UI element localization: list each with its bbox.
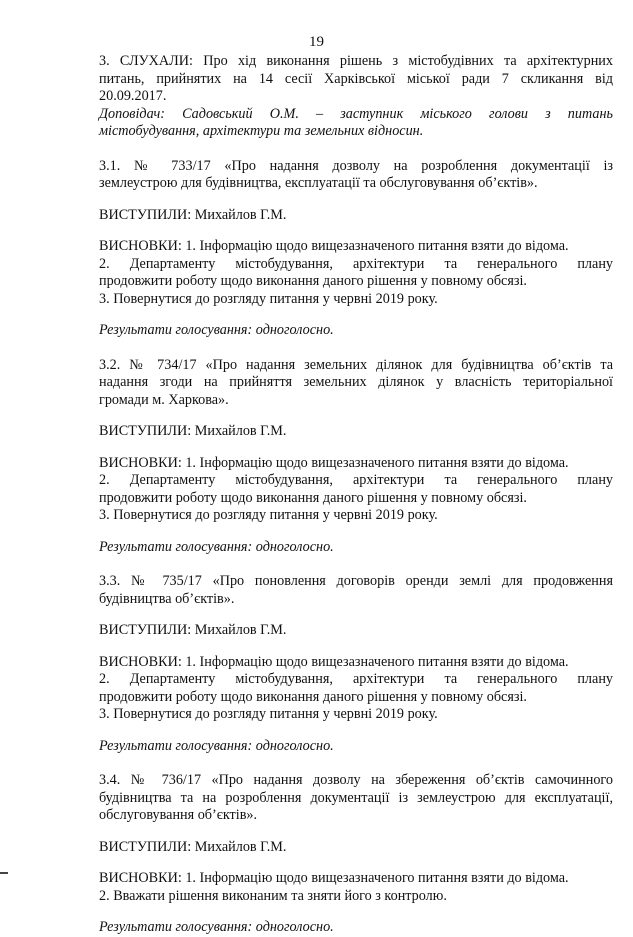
item-title-line-1: 3.4. № 736/17 «Про надання дозволу на збереження об’єктів самочинного [99, 772, 613, 788]
item-conclusions [99, 654, 613, 724]
conclusion-line-1: ВИСНОВКИ: 1. Інформацію щодо вищезазначеного питання взяти до відома. [99, 454, 569, 471]
agenda-item-3-3 [99, 573, 613, 608]
agenda-item-3-1 [99, 158, 613, 193]
conclusion-line-1: ВИСНОВКИ: 1. Інформацію щодо вищезазначеного питання взяти до відома. [99, 870, 569, 886]
page-number: 19 [309, 34, 324, 50]
item-spoke: ВИСТУПИЛИ: Михайлов Г.М. [99, 838, 287, 855]
item-title-line-1: 3.2. № 734/17 «Про надання земельних ділянок для будівництва об’єктів та [99, 356, 613, 373]
vote-result: Результати голосування: одноголосно. [99, 737, 334, 754]
item-title-line-3: обслуговування об’єктів». [99, 807, 258, 823]
item-conclusions [99, 455, 613, 525]
conclusion-line-2: 2. Вважати рішення виконаним та зняти його з контролю. [99, 887, 447, 904]
conclusion-line-4: 3. Повернутися до розгляду питання у червні 2019 року. [99, 507, 438, 523]
conclusion-line-1: ВИСНОВКИ: 1. Інформацію щодо вищезазначеного питання взяти до відома. [99, 238, 569, 254]
item-conclusions [99, 238, 613, 308]
item-title-line-2: землеустрою для будівництва, експлуатації та обслуговування об’єктів». [99, 175, 538, 191]
vote-result: Результати голосування: одноголосно. [99, 919, 334, 935]
agenda-item-3-2 [99, 357, 613, 410]
item-spoke: ВИСТУПИЛИ: Михайлов Г.М. [99, 423, 287, 439]
conclusion-line-2: 2. Департаменту містобудування, архітектури та генерального плану [99, 671, 613, 687]
speaker-line-2: містобудування, архітектури та земельних відносин. [99, 123, 424, 139]
conclusion-line-1: ВИСНОВКИ: 1. Інформацію щодо вищезазначеного питання взяти до відома. [99, 653, 569, 670]
heard-line-1: 3. СЛУХАЛИ: Про хід виконання рішень з містобудівних та архітектурних [99, 53, 613, 69]
speaker-line-1: Доповідач: Садовський О.М. – заступник міського голови з питань [99, 105, 613, 122]
vote-result: Результати голосування: одноголосно. [99, 538, 334, 555]
conclusion-line-2: 2. Департаменту містобудування, архітектури та генерального плану [99, 255, 613, 272]
agenda-item-3-4 [99, 772, 613, 825]
conclusion-line-4: 3. Повернутися до розгляду питання у червні 2019 року. [99, 706, 438, 722]
conclusion-line-4: 3. Повернутися до розгляду питання у червні 2019 року. [99, 290, 438, 307]
conclusion-line-3: продовжити роботу щодо виконання даного рішення у повному обсязі. [99, 688, 527, 705]
item-title-line-1: 3.1. № 733/17 «Про надання дозволу на розроблення документації із [99, 157, 613, 174]
document-body [99, 53, 613, 937]
heard-line-2: питань, прийнятих на 14 сесії Харківської міської ради 7 скликання від [99, 70, 613, 87]
conclusion-line-3: продовжити роботу щодо виконання даного рішення у повному обсязі. [99, 489, 527, 506]
item-title-line-2: будівництва та на розроблення документації із землеустрою для експлуатації, [99, 789, 613, 806]
scan-edge-mark [0, 872, 8, 874]
heard-section [99, 53, 613, 141]
item-title-line-2: будівництва об’єктів». [99, 590, 235, 607]
item-title-line-1: 3.3. № 735/17 «Про поновлення договорів оренди землі для продовження [99, 573, 613, 589]
conclusion-line-3: продовжити роботу щодо виконання даного рішення у повному обсязі. [99, 273, 527, 289]
vote-result: Результати голосування: одноголосно. [99, 322, 334, 338]
heard-line-3: 20.09.2017. [99, 88, 167, 104]
item-title-line-3: громади м. Харкова». [99, 391, 229, 408]
conclusion-line-2: 2. Департаменту містобудування, архітектури та генерального плану [99, 472, 613, 488]
item-spoke: ВИСТУПИЛИ: Михайлов Г.М. [99, 622, 287, 638]
item-spoke: ВИСТУПИЛИ: Михайлов Г.М. [99, 206, 287, 223]
item-title-line-2: надання згоди на прийняття земельних ділянок у власність територіальної [99, 374, 613, 390]
